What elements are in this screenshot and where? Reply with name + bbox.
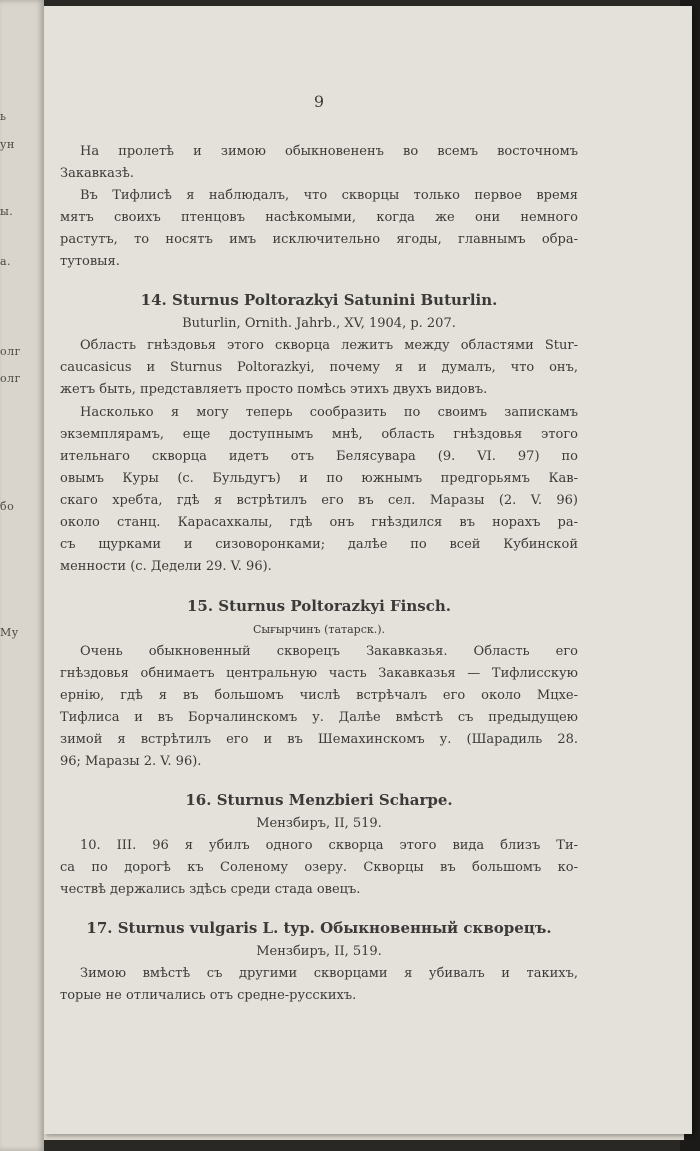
text-line: экземплярамъ, еще доступнымъ мнѣ, область гнѣздовья этого [60,427,578,442]
text-line: Тифлиса и въ Борчалинскомъ у. Далѣе вмѣстѣ съ предыдущею [60,710,578,725]
species-heading: 16. Sturnus Menzbieri Scharpe. [185,791,453,809]
text-line: гнѣздовья обнимаетъ центральную часть Закавказья — Тифлисскую [60,666,578,681]
text-line: тутовыя. [60,254,120,269]
text-line: съ щурками и сизоворонками; далѣе по всей Кубинской [60,537,578,552]
species-heading: 14. Sturnus Poltorazkyi Satunini Buturlin. [140,291,498,309]
text-line: чествѣ держались здѣсь среди стада овецъ. [60,882,361,897]
text-line: овымъ Куры (с. Бульдугъ) и по южнымъ предгорьямъ Кав- [60,471,578,486]
text-line: 10. III. 96 я убилъ одного скворца этого вида близъ Ти- [80,838,578,853]
left-page-fragment: ы. [0,205,14,218]
text-line: ительнаго скворца идетъ отъ Белясувара (9. VI. 97) по [60,449,578,464]
book-page [44,6,692,1134]
text-line: скаго хребта, гдѣ я встрѣтилъ его въ сел. Маразы (2. V. 96) [60,493,578,508]
text-line: Мензбиръ, II, 519. [256,816,382,831]
text-line: Зимою вмѣстѣ съ другими скворцами я убивалъ и такихъ, [80,966,578,981]
page-number: 9 [313,92,325,111]
text-line: зимой я встрѣтилъ его и въ Шемахинскомъ у. (Шарадиль 28. [60,732,578,747]
text-line: Область гнѣздовья этого скворца лежитъ между областями Stur- [80,338,578,353]
left-page-fragment: а. [0,255,12,268]
species-heading: 15. Sturnus Poltorazkyi Finsch. [186,597,451,615]
left-page-fragment: олг [0,372,21,385]
text-line: около станц. Карасахкалы, гдѣ онъ гнѣздился въ норахъ ра- [60,515,578,530]
left-page-fragment: олг [0,345,21,358]
text-line: 96; Маразы 2. V. 96). [60,754,202,769]
text-line: Сығырчинъ (татарск.). [252,623,386,636]
text-line: жетъ быть, представляетъ просто помѣсь этихъ двухъ видовъ. [60,382,488,397]
text-line: Въ Тифлисѣ я наблюдалъ, что скворцы только первое время [80,188,578,203]
text-line: На пролетѣ и зимою обыкновененъ во всемъ восточномъ [80,144,578,159]
text-line: caucasicus и Sturnus Poltorazkyi, почему я и думалъ, что онъ, [60,360,578,375]
text-line: мятъ своихъ птенцовъ насѣкомыми, когда же они немного [60,210,578,225]
text-line: растутъ, то носятъ имъ исключительно ягоды, главнымъ обра- [60,232,578,247]
species-heading: 17. Sturnus vulgaris L. typ. Обыкновенный скворецъ. [86,919,552,937]
text-line: ернію, гдѣ я въ большомъ числѣ встрѣчалъ его около Мцхе- [60,688,578,703]
left-page-fragment: ь [0,110,7,123]
text-line: Насколько я могу теперь сообразить по своимъ запискамъ [80,405,578,420]
text-line: торые не отличались отъ средне-русскихъ. [60,988,357,1003]
text-line: Buturlin, Ornith. Jahrb., XV, 1904, p. 207. [182,316,456,331]
left-page-fragment: Му [0,626,19,639]
text-line: Очень обыкновенный скворецъ Закавказья. Область его [80,644,578,659]
text-line: Мензбиръ, II, 519. [256,944,382,959]
text-line: Закавказѣ. [60,166,134,181]
left-page-fragment: ун [0,138,15,151]
left-page-edge [0,0,44,1151]
text-line: са по дорогѣ къ Соленому озеру. Скворцы въ большомъ ко- [60,860,578,875]
text-line: менности (с. Дедели 29. V. 96). [60,559,272,574]
left-page-fragment: бо [0,500,15,513]
